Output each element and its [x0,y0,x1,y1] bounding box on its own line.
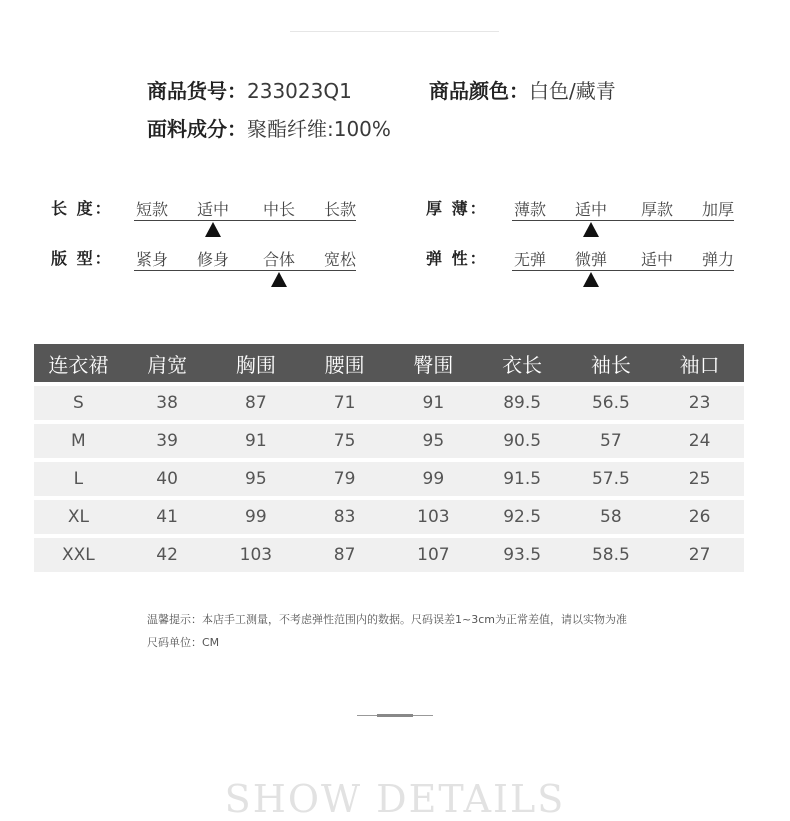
fabric-value: 聚酯纤维:100% [247,117,391,141]
measurement-cell: 87 [212,386,301,420]
fit-option: 修身 [196,250,230,269]
thickness-label: 厚 薄： [426,199,488,218]
fabric-info [147,113,391,142]
measurement-cell: 23 [655,386,744,420]
measurement-cell: 56.5 [567,386,656,420]
size-table-header-cell: 袖口 [655,344,744,382]
measurement-cell: 91.5 [478,462,567,496]
measurement-cell: 27 [655,538,744,572]
length-label: 长 度： [51,199,113,218]
measurement-cell: 58.5 [567,538,656,572]
elasticity-option: 无弹 [513,250,547,269]
thickness-option: 薄款 [513,200,547,219]
sku-label: 商品货号： [147,79,247,103]
size-table-header-cell: 连衣裙 [34,344,123,382]
length-scale [134,197,356,219]
size-label-cell: M [34,424,123,458]
measurement-cell: 38 [123,386,212,420]
measurement-cell: 93.5 [478,538,567,572]
measurement-cell: 25 [655,462,744,496]
elasticity-scale [512,247,734,269]
size-label-cell: S [34,386,123,420]
measurement-cell: 71 [300,386,389,420]
measurement-cell: 90.5 [478,424,567,458]
top-divider [290,31,499,32]
length-option: 中长 [262,200,296,219]
measurement-cell: 58 [567,500,656,534]
elasticity-option: 微弹 [574,250,608,269]
fabric-label: 面料成分： [147,117,247,141]
thickness-scale [512,197,734,219]
measurement-cell: 39 [123,424,212,458]
section-divider-mark [377,714,413,717]
size-table-header-cell: 臀围 [389,344,478,382]
elasticity-label: 弹 性： [426,249,488,268]
size-unit-note: 尺码单位：CM [147,636,220,649]
size-label-cell: L [34,462,123,496]
color-info [429,75,616,104]
table-row [34,386,744,420]
thickness-scale-line [512,220,734,221]
sku-info [147,75,352,104]
measurement-cell: 103 [212,538,301,572]
measurement-cell: 95 [389,424,478,458]
measurement-cell: 87 [300,538,389,572]
measurement-cell: 92.5 [478,500,567,534]
size-table-header-cell: 腰围 [300,344,389,382]
measurement-cell: 75 [300,424,389,458]
length-selected-marker [205,222,221,237]
thickness-option: 加厚 [701,200,735,219]
length-scale-line [134,220,356,221]
fit-option: 合体 [262,250,296,269]
fit-selected-marker [271,272,287,287]
color-value: 白色/藏青 [529,79,616,103]
thickness-selected-marker [583,222,599,237]
size-table [34,340,744,576]
measurement-cell: 41 [123,500,212,534]
size-label-cell: XXL [34,538,123,572]
measurement-cell: 91 [212,424,301,458]
size-label-cell: XL [34,500,123,534]
measurement-cell: 57.5 [567,462,656,496]
fit-option: 宽松 [323,250,357,269]
measurement-cell: 107 [389,538,478,572]
elasticity-selected-marker [583,272,599,287]
fit-option: 紧身 [135,250,169,269]
table-row [34,538,744,572]
measurement-tip: 温馨提示：本店手工测量，不考虑弹性范围内的数据。尺码误差1~3cm为正常差值，请以实物为准 [147,613,627,626]
measurement-cell: 26 [655,500,744,534]
measurement-cell: 83 [300,500,389,534]
size-table-header-cell: 胸围 [212,344,301,382]
size-table-header-cell: 衣长 [478,344,567,382]
measurement-cell: 89.5 [478,386,567,420]
elasticity-option: 适中 [640,250,674,269]
elasticity-scale-line [512,270,734,271]
table-row [34,500,744,534]
measurement-cell: 103 [389,500,478,534]
elasticity-option: 弹力 [701,250,735,269]
measurement-cell: 42 [123,538,212,572]
measurement-cell: 40 [123,462,212,496]
measurement-cell: 57 [567,424,656,458]
length-option: 短款 [135,200,169,219]
measurement-cell: 79 [300,462,389,496]
thickness-option: 适中 [574,200,608,219]
show-details-heading: SHOW DETAILS [224,777,566,821]
size-table-header-cell: 袖长 [567,344,656,382]
size-table-header [34,344,744,382]
length-option: 适中 [196,200,230,219]
table-row [34,424,744,458]
length-option: 长款 [323,200,357,219]
fit-scale-line [134,270,356,271]
measurement-cell: 91 [389,386,478,420]
measurement-cell: 95 [212,462,301,496]
measurement-cell: 24 [655,424,744,458]
thickness-option: 厚款 [640,200,674,219]
fit-label: 版 型： [51,249,113,268]
fit-scale [134,247,356,269]
measurement-cell: 99 [212,500,301,534]
measurement-cell: 99 [389,462,478,496]
color-label: 商品颜色： [429,79,529,103]
sku-value: 233023Q1 [247,79,352,103]
size-table-header-cell: 肩宽 [123,344,212,382]
table-row [34,462,744,496]
